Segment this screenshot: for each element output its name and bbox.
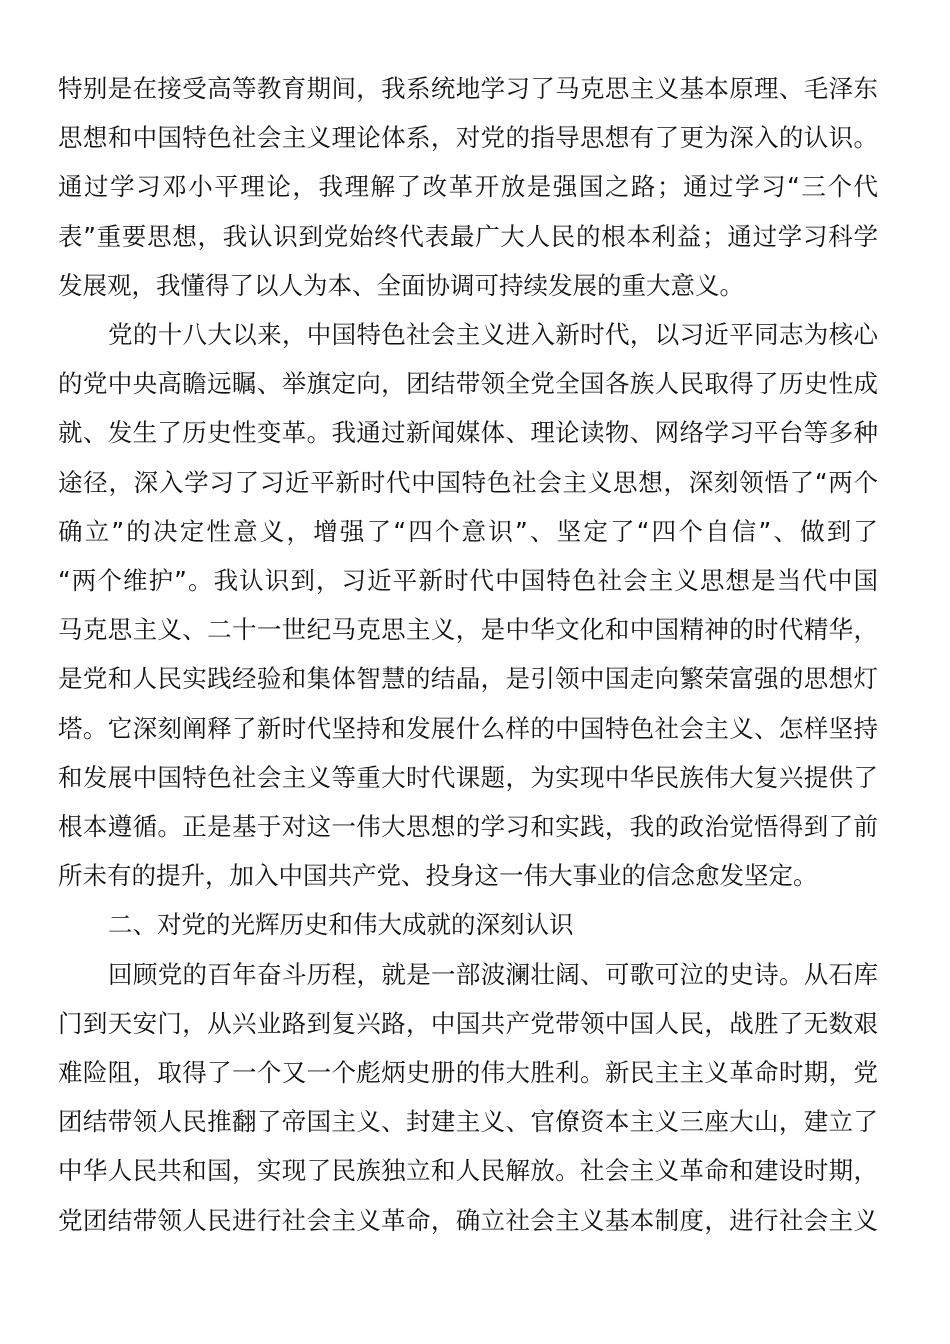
text-line: “两个维护”。我认识到，习近平新时代中国特色社会主义思想是当代中国 [58,566,878,596]
text-line: 党的十八大以来，中国特色社会主义进入新时代，以习近平同志为核心 [108,320,878,350]
text-line: 难险阻，取得了一个又一个彪炳史册的伟大胜利。新民主主义革命时期，党 [58,1058,878,1088]
text-line: 思想和中国特色社会主义理论体系，对党的指导思想有了更为深入的认识。 [58,123,878,153]
text-line: 门到天安门，从兴业路到复兴路，中国共产党带领中国人民，战胜了无数艰 [58,1008,878,1038]
text-line: 是党和人民实践经验和集体智慧的结晶，是引领中国走向繁荣富强的思想灯 [58,664,878,694]
paragraph-3 [58,950,878,1245]
text-line: 确立”的决定性意义，增强了“四个意识”、坚定了“四个自信”、做到了 [58,516,878,546]
text-line: 回顾党的百年奋斗历程，就是一部波澜壮阔、可歌可泣的史诗。从石库 [108,959,878,989]
paragraph-2 [58,310,878,900]
text-line: 特别是在接受高等教育期间，我系统地学习了马克思主义基本原理、毛泽东 [58,74,878,103]
text-line: 发展观，我懂得了以人为本、全面协调可持续发展的重大意义。 [58,270,744,300]
text-line: 根本遵循。正是基于对这一伟大思想的学习和实践，我的政治觉悟得到了前 [58,812,878,842]
text-line: 团结带领人民推翻了帝国主义、封建主义、官僚资本主义三座大山，建立了 [58,1107,878,1137]
document-body [58,64,878,1245]
text-line: 途径，深入学习了习近平新时代中国特色社会主义思想，深刻领悟了“两个 [58,467,878,497]
section-heading [58,900,878,949]
text-line: 通过学习邓小平理论，我理解了改革开放是强国之路；通过学习“三个代 [58,172,878,202]
text-line: 就、发生了历史性变革。我通过新闻媒体、理论读物、网络学习平台等多种 [58,418,878,448]
text-line: 和发展中国特色社会主义等重大时代课题，为实现中华民族伟大复兴提供了 [58,762,878,792]
section-heading-text: 二、对党的光辉历史和伟大成就的深刻认识 [108,910,574,940]
text-line: 马克思主义、二十一世纪马克思主义，是中华文化和中国精神的时代精华， [58,615,878,645]
text-line: 塔。它深刻阐释了新时代坚持和发展什么样的中国特色社会主义、怎样坚持 [58,713,878,743]
text-line: 党团结带领人民进行社会主义革命，确立社会主义基本制度，进行社会主义 [58,1205,878,1235]
paragraph-1 [58,64,878,310]
text-line: 表”重要思想，我认识到党始终代表最广大人民的根本利益；通过学习科学 [58,221,878,251]
text-line: 的党中央高瞻远瞩、举旗定向，团结带领全党全国各族人民取得了历史性成 [58,369,878,399]
text-line: 中华人民共和国，实现了民族独立和人民解放。社会主义革命和建设时期， [58,1156,878,1186]
text-line: 所未有的提升，加入中国共产党、投身这一伟大事业的信念愈发坚定。 [58,861,818,891]
